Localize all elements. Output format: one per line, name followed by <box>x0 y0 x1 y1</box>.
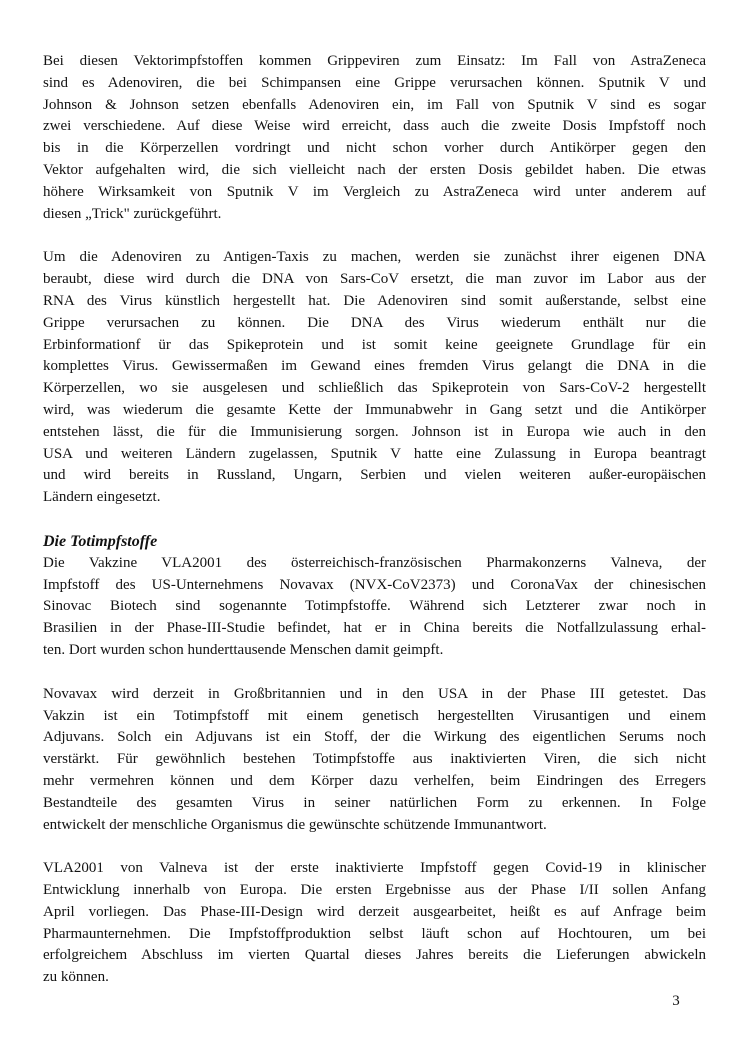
paragraph <box>43 247 706 509</box>
text-line: mehr vermehren können und dem Körper dazu verhelfen, beim Eindringen des Erregers <box>43 772 706 789</box>
text-line: erfolgreichem Abschluss im vierten Quartal dieses Jahres bereits die Lieferungen abwickeln <box>43 947 706 964</box>
text-line: VLA2001 von Valneva ist der erste inaktivierte Impfstoff gegen Covid-19 in klinischer <box>43 860 706 877</box>
text-line: entstehen lässt, die für die Immunisierung sorgen. Johnson ist in Europa wie auch in den <box>43 423 706 440</box>
text-line: RNA des Virus künstlich hergestellt hat. Die Adenoviren sind somit außerstande, selbst eine <box>43 292 706 309</box>
text-line: Impfstoff des US-Unternehmens Novavax (NVX-CoV2373) und CoronaVax der chinesischen <box>43 576 706 593</box>
paragraph <box>43 553 706 662</box>
text-line: Pharmaunternehmen. Die Impfstoffproduktion selbst läuft schon auf Hochtouren, um bei <box>43 925 706 942</box>
text-line: Sinovac Biotech sind sogenannte Totimpfstoffe. Während sich Letzterer zwar noch in <box>43 598 706 615</box>
text-line: komplettes Virus. Gewissermaßen im Gewand eines fremden Virus gelangt die DNA in die <box>43 358 706 375</box>
text-line: und wird bereits in Russland, Ungarn, Serbien und vielen weiteren außer-europäischen <box>43 467 706 484</box>
paragraph <box>43 684 706 837</box>
text-line: Entwicklung innerhalb von Europa. Die ersten Ergebnisse aus der Phase I/II sollen Anfang <box>43 882 706 899</box>
text-line: Bei diesen Vektorimpfstoffen kommen Grippeviren zum Einsatz: Im Fall von AstraZeneca <box>43 53 706 69</box>
text-line: Novavax wird derzeit in Großbritannien und in den USA in der Phase III getestet. Das <box>43 685 706 702</box>
text-line: Körperzellen, wo sie ausgelesen und schließlich das Spikeprotein von Sars-CoV-2 hergestellt <box>43 380 706 397</box>
text-line: höhere Wirksamkeit von Sputnik V im Vergleich zu AstraZeneca wird unter anderem auf <box>43 183 706 200</box>
text-line: bis in die Körperzellen vordringt und nicht schon vorher durch Antikörper gegen den <box>43 140 706 157</box>
text-line: Vektor aufgehalten wird, die sich vielleicht nach der ersten Dosis gebildet haben. Die etwas <box>43 161 706 178</box>
text-line: Grippe verursachen zu können. Die DNA des Virus wiederum enthält nur die <box>43 314 706 331</box>
text-line: zu können. <box>43 969 109 986</box>
text-line: Um die Adenoviren zu Antigen-Taxis zu machen, werden sie zunächst ihrer eigenen DNA <box>43 249 706 266</box>
page-number: 3 <box>672 993 680 1009</box>
text-line: diesen „Trick" zurückgeführt. <box>43 205 222 222</box>
text-line: entwickelt der menschliche Organismus die gewünschte schützende Immunantwort. <box>43 816 547 833</box>
text-line: verstärkt. Für gewöhnlich bestehen Totimpfstoffe aus inaktivierten Viren, die sich nicht <box>43 751 706 768</box>
text-line: sind es Adenoviren, die bei Schimpansen eine Grippe verursachen können. Sputnik V und <box>43 74 706 91</box>
text-line: wird, was wiederum die gesamte Kette der Immunabwehr in Gang setzt und die Antikörper <box>43 401 706 418</box>
paragraph <box>43 858 706 989</box>
section-heading: Die Totimpfstoffe <box>43 532 158 550</box>
text-line: zwei verschiedene. Auf diese Weise wird erreicht, dass auch die zweite Dosis Impfstoff noch <box>43 118 706 135</box>
document-content <box>43 51 706 989</box>
text-line: Bestandteile des gesamten Virus in seiner natürlichen Form zu erkennen. In Folge <box>43 794 706 811</box>
text-line: Die Vakzine VLA2001 des österreichisch-französischen Pharmakonzerns Valneva, der <box>43 554 706 571</box>
text-line: Johnson & Johnson setzen ebenfalls Adenoviren ein, im Fall von Sputnik V sind es sogar <box>43 96 706 113</box>
text-line: April vorliegen. Das Phase-III-Design wird derzeit ausgearbeitet, heißt es auf Anfrage beim <box>43 903 706 920</box>
text-line: Brasilien in der Phase-III-Studie befindet, hat er in China bereits die Notfallzulassung erhal- <box>43 620 706 637</box>
text-line: Erbinformationf ür das Spikeprotein und ist somit keine geeignete Grundlage für ein <box>43 336 706 353</box>
text-line: ten. Dort wurden schon hunderttausende Menschen damit geimpft. <box>43 641 444 658</box>
paragraph <box>43 51 706 225</box>
text-line: Ländern eingesetzt. <box>43 489 161 506</box>
text-line: Adjuvans. Solch ein Adjuvans ist ein Stoff, der die Wirkung des eigentlichen Serums noch <box>43 729 706 746</box>
text-line: beraubt, diese wird durch die DNA von Sars-CoV ersetzt, die man zuvor im Labor aus der <box>43 271 706 288</box>
text-line: Vakzin ist ein Totimpfstoff mit einem genetisch hergestellten Virusantigen und einem <box>43 707 706 724</box>
text-line: USA und weiteren Ländern zugelassen, Sputnik V hatte eine Zulassung in Europa beantragt <box>43 445 706 462</box>
